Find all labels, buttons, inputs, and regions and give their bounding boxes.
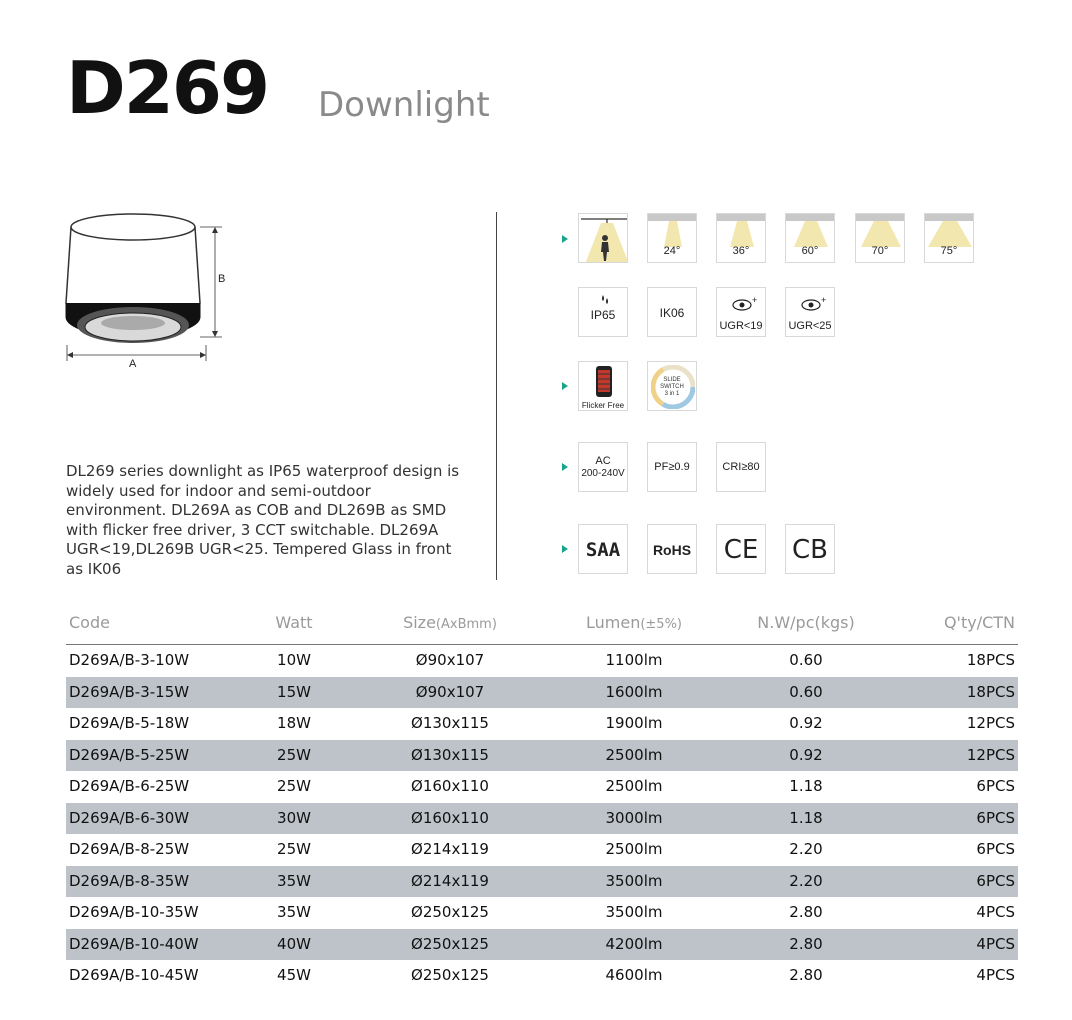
cell-net-weight: 1.18 xyxy=(789,808,823,827)
cell-watt: 45W xyxy=(277,966,311,984)
eye-icon xyxy=(730,296,760,312)
product-category-title: Downlight xyxy=(318,85,490,125)
cell-code: D269A/B-10-35W xyxy=(69,903,199,921)
cell-watt: 25W xyxy=(277,745,311,764)
product-code-title: D269 xyxy=(66,46,269,130)
cell-net-weight: 2.80 xyxy=(789,966,823,984)
cell-watt: 40W xyxy=(277,934,311,953)
header-watt: Watt xyxy=(275,613,313,632)
dimension-label-b: B xyxy=(218,273,226,285)
cell-lumen: 4600lm xyxy=(605,966,663,984)
beam-angle-tile: 24° xyxy=(647,213,697,263)
cell-code: D269A/B-3-15W xyxy=(69,682,190,701)
cell-size: Ø214x119 xyxy=(411,840,489,858)
cct-switch-tile: SLIDE SWITCH 3 in 1 xyxy=(647,361,697,411)
cell-watt: 10W xyxy=(277,651,311,669)
table-row xyxy=(66,803,1018,835)
cell-qty: 4PCS xyxy=(976,966,1015,984)
ip65-tile: IP65 xyxy=(578,287,628,337)
table-row xyxy=(66,834,1018,866)
cell-watt: 30W xyxy=(277,808,311,827)
header-lumen: Lumen(±5%) xyxy=(585,613,682,632)
cell-watt: 15W xyxy=(277,682,311,701)
cri-tile: CRI≥80 xyxy=(716,442,766,492)
product-description: DL269 series downlight as IP65 waterproof design is widely used for indoor and semi-outdoor environment. DL269A as COB and DL269B as SMD with flicker free driver, 3 CCT switchable. DL269A UGR<19,DL269B UGR<25. Tempered Glass in front as IK06 xyxy=(66,462,460,578)
table-row xyxy=(66,771,1018,803)
cell-lumen: 2500lm xyxy=(605,745,663,764)
table-row xyxy=(66,708,1018,740)
cell-net-weight: 2.20 xyxy=(789,871,823,890)
cell-size: Ø250x125 xyxy=(411,903,489,921)
spec-table xyxy=(66,608,1018,992)
header-net-weight: N.W/pc(kgs) xyxy=(757,613,855,632)
row-arrow-icon xyxy=(562,463,568,471)
row-arrow-icon xyxy=(562,235,568,243)
table-row xyxy=(66,866,1018,898)
table-row xyxy=(66,929,1018,961)
beam-angle-tile: 60° xyxy=(785,213,835,263)
eye-icon xyxy=(799,296,829,312)
table-row xyxy=(66,740,1018,772)
cell-size: Ø160x110 xyxy=(411,777,489,795)
cell-lumen: 1900lm xyxy=(605,714,663,732)
ac-voltage-tile: AC 200-240V xyxy=(578,442,628,492)
table-header-row xyxy=(66,608,1018,645)
table-row xyxy=(66,677,1018,709)
cell-size: Ø250x125 xyxy=(411,966,489,984)
table-row xyxy=(66,960,1018,992)
cell-watt: 18W xyxy=(277,714,311,732)
cell-code: D269A/B-8-25W xyxy=(69,840,190,858)
cell-qty: 18PCS xyxy=(966,651,1015,669)
cell-code: D269A/B-10-45W xyxy=(69,966,199,984)
cell-net-weight: 2.80 xyxy=(789,903,823,921)
cell-net-weight: 2.80 xyxy=(789,934,823,953)
row-arrow-icon xyxy=(562,545,568,553)
saa-cert-tile: SAA xyxy=(578,524,628,574)
beam-angle-tile: 75° xyxy=(924,213,974,263)
cell-size: Ø250x125 xyxy=(411,934,489,953)
cell-lumen: 3500lm xyxy=(605,903,663,921)
cell-qty: 6PCS xyxy=(976,808,1015,827)
phone-icon xyxy=(595,365,613,399)
ik06-tile: IK06 xyxy=(647,287,697,337)
cell-code: D269A/B-10-40W xyxy=(69,934,199,953)
row-arrow-icon xyxy=(562,382,568,390)
ugr19-tile: + UGR<19 xyxy=(716,287,766,337)
water-drop-icon xyxy=(600,294,610,306)
cell-qty: 4PCS xyxy=(976,903,1015,921)
cell-net-weight: 1.18 xyxy=(789,777,823,795)
svg-text:+: + xyxy=(752,296,758,305)
header-code: Code xyxy=(69,613,110,632)
cell-lumen: 1600lm xyxy=(605,682,663,701)
flicker-free-tile: Flicker Free xyxy=(578,361,628,411)
beam-angle-tile: 70° xyxy=(855,213,905,263)
cell-net-weight: 0.92 xyxy=(789,714,823,732)
cell-qty: 4PCS xyxy=(976,934,1015,953)
cell-code: D269A/B-5-25W xyxy=(69,745,190,764)
cell-qty: 12PCS xyxy=(966,745,1015,764)
ugr25-tile: + UGR<25 xyxy=(785,287,835,337)
cell-watt: 25W xyxy=(277,777,311,795)
cell-size: Ø214x119 xyxy=(411,871,489,890)
cell-code: D269A/B-5-18W xyxy=(69,714,190,732)
rohs-cert-tile: RoHS xyxy=(647,524,697,574)
cell-code: D269A/B-6-30W xyxy=(69,808,190,827)
cell-qty: 6PCS xyxy=(976,840,1015,858)
cell-watt: 35W xyxy=(277,871,311,890)
cell-size: Ø90x107 xyxy=(415,651,485,669)
cell-size: Ø90x107 xyxy=(415,682,485,701)
cell-size: Ø130x115 xyxy=(411,714,489,732)
cell-lumen: 2500lm xyxy=(605,777,663,795)
installation-icon xyxy=(578,213,628,263)
cell-watt: 35W xyxy=(277,903,311,921)
cell-net-weight: 0.60 xyxy=(789,682,823,701)
cell-lumen: 3500lm xyxy=(605,871,663,890)
cell-net-weight: 2.20 xyxy=(789,840,823,858)
cb-cert-tile: CB xyxy=(785,524,835,574)
cell-net-weight: 0.60 xyxy=(789,651,823,669)
cell-lumen: 3000lm xyxy=(605,808,663,827)
power-factor-tile: PF≥0.9 xyxy=(647,442,697,492)
cell-size: Ø130x115 xyxy=(411,745,489,764)
product-drawing xyxy=(60,205,240,375)
cell-code: D269A/B-8-35W xyxy=(69,871,190,890)
cell-lumen: 1100lm xyxy=(605,651,663,669)
ce-cert-tile: CE xyxy=(716,524,766,574)
cell-code: D269A/B-6-25W xyxy=(69,777,190,795)
header-qty: Q'ty/CTN xyxy=(943,613,1015,632)
cell-qty: 18PCS xyxy=(966,682,1015,701)
header-size: Size(AxBmm) xyxy=(403,613,497,632)
vertical-divider xyxy=(496,212,497,580)
cell-qty: 12PCS xyxy=(966,714,1015,732)
cell-qty: 6PCS xyxy=(976,777,1015,795)
cell-lumen: 4200lm xyxy=(605,934,663,953)
cell-watt: 25W xyxy=(277,840,311,858)
table-row xyxy=(66,897,1018,929)
svg-text:+: + xyxy=(821,296,827,305)
cell-code: D269A/B-3-10W xyxy=(69,651,190,669)
cell-qty: 6PCS xyxy=(976,871,1015,890)
dimension-label-a: A xyxy=(129,358,137,370)
cell-size: Ø160x110 xyxy=(411,808,489,827)
beam-angle-tile: 36° xyxy=(716,213,766,263)
cell-lumen: 2500lm xyxy=(605,840,663,858)
table-row xyxy=(66,645,1018,677)
cell-net-weight: 0.92 xyxy=(789,745,823,764)
